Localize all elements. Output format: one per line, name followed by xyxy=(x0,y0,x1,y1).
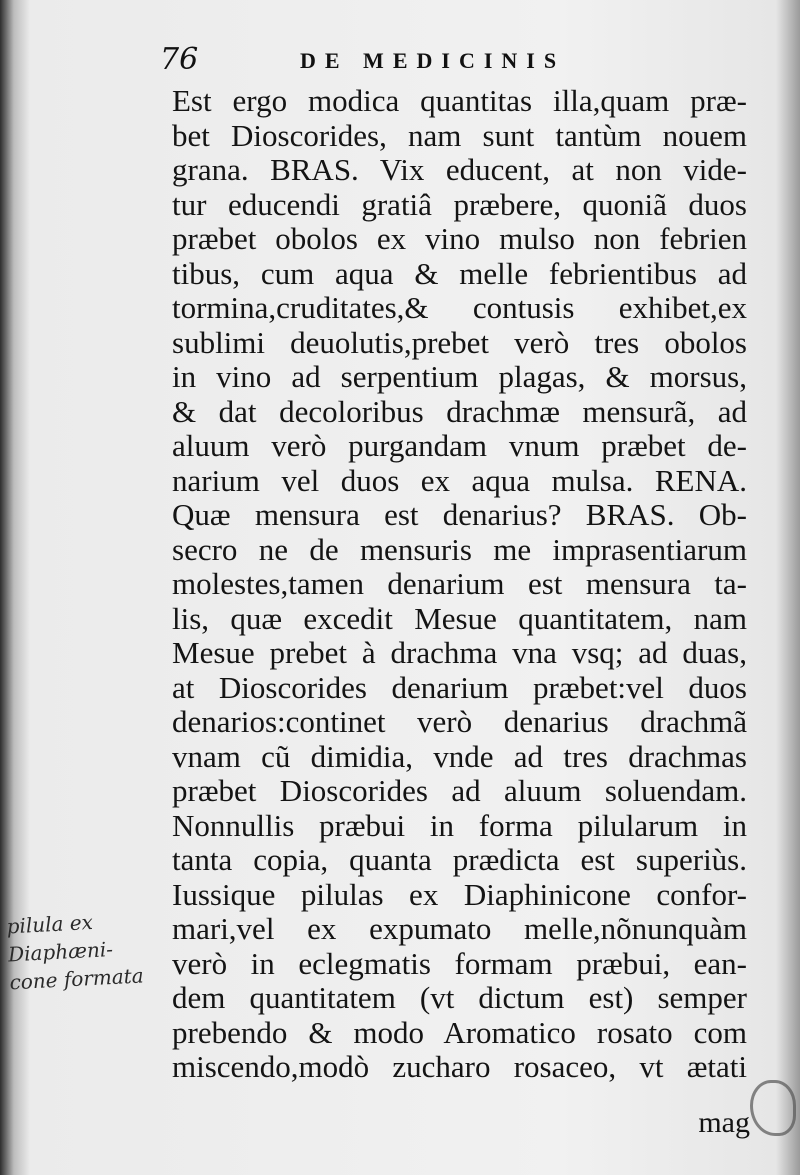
text-line: dem quantitatem (vt dictum est) semper xyxy=(172,980,747,1015)
text-line: bet Dioscorides, nam sunt tantùm nouem xyxy=(172,117,747,153)
text-line: verò in eclegmatis formam præbui, ean- xyxy=(172,945,747,981)
text-line: Est ergo modica quantitas illa,quam præ- xyxy=(172,83,747,118)
text-line: molestes,tamen denarium est mensura ta- xyxy=(172,566,747,601)
text-line: aluum verò purgandam vnum præbet de- xyxy=(172,428,747,463)
running-head: DE MEDICINIS xyxy=(300,48,566,73)
text-line: mari,vel ex expumato melle,nõnunquàm xyxy=(172,911,747,946)
text-line: & dat decoloribus drachmæ mensurã, ad xyxy=(172,393,747,429)
marginal-note-line: pilula ex xyxy=(6,909,94,939)
text-line: tur educendi gratiâ præbere, quoniã duos xyxy=(172,186,747,222)
text-line: secro ne de mensuris me imprasentiarum xyxy=(172,531,747,567)
text-line: miscendo,modò zucharo rosaceo, vt ætati xyxy=(172,1049,747,1084)
page-header xyxy=(160,42,640,82)
page-number: 76 xyxy=(160,42,199,77)
text-line: Iussique pilulas ex Diaphinicone confor- xyxy=(172,876,747,912)
text-line: prebendo & modo Aromatico rosato com xyxy=(172,1014,747,1050)
catchword: mag xyxy=(698,1106,750,1139)
text-line: in vino ad serpentium plagas, & morsus, xyxy=(172,359,747,394)
text-line: tibus, cum aqua & melle febrientibus ad xyxy=(172,255,747,291)
text-line: Nonnullis præbui in forma pilularum in xyxy=(172,807,747,843)
text-line: præbet obolos ex vino mulso non febrien xyxy=(172,221,747,256)
text-line: grana. BRAS. Vix educent, at non vide- xyxy=(172,152,747,187)
text-line: lis, quæ excedit Mesue quantitatem, nam xyxy=(172,600,747,636)
text-line: vnam cũ dimidia, vnde ad tres drachmas xyxy=(172,738,747,774)
text-line: tanta copia, quanta prædicta est superiùs. xyxy=(172,842,747,877)
text-line: narium vel duos ex aqua mulsa. RENA. xyxy=(172,462,747,498)
text-line: Mesue prebet à drachma vna vsq; ad duas, xyxy=(172,635,747,670)
text-line: tormina,cruditates,& contusis exhibet,ex xyxy=(172,290,747,325)
marginal-note-line: Diaphæni- xyxy=(7,936,114,967)
text-line: at Dioscorides denarium præbet:vel duos xyxy=(172,669,747,705)
body-text xyxy=(172,84,747,1085)
handwritten-marginal-note xyxy=(6,904,180,997)
text-line: Quæ mensura est denarius? BRAS. Ob- xyxy=(172,497,747,532)
text-line: denarios:continet verò denarius drachmã xyxy=(172,704,747,739)
text-line: sublimi deuolutis,prebet verò tres obolos xyxy=(172,324,747,360)
marginal-note-line: cone formata xyxy=(8,963,145,995)
ink-blot xyxy=(750,1080,796,1136)
text-line: præbet Dioscorides ad aluum soluendam. xyxy=(172,773,747,808)
